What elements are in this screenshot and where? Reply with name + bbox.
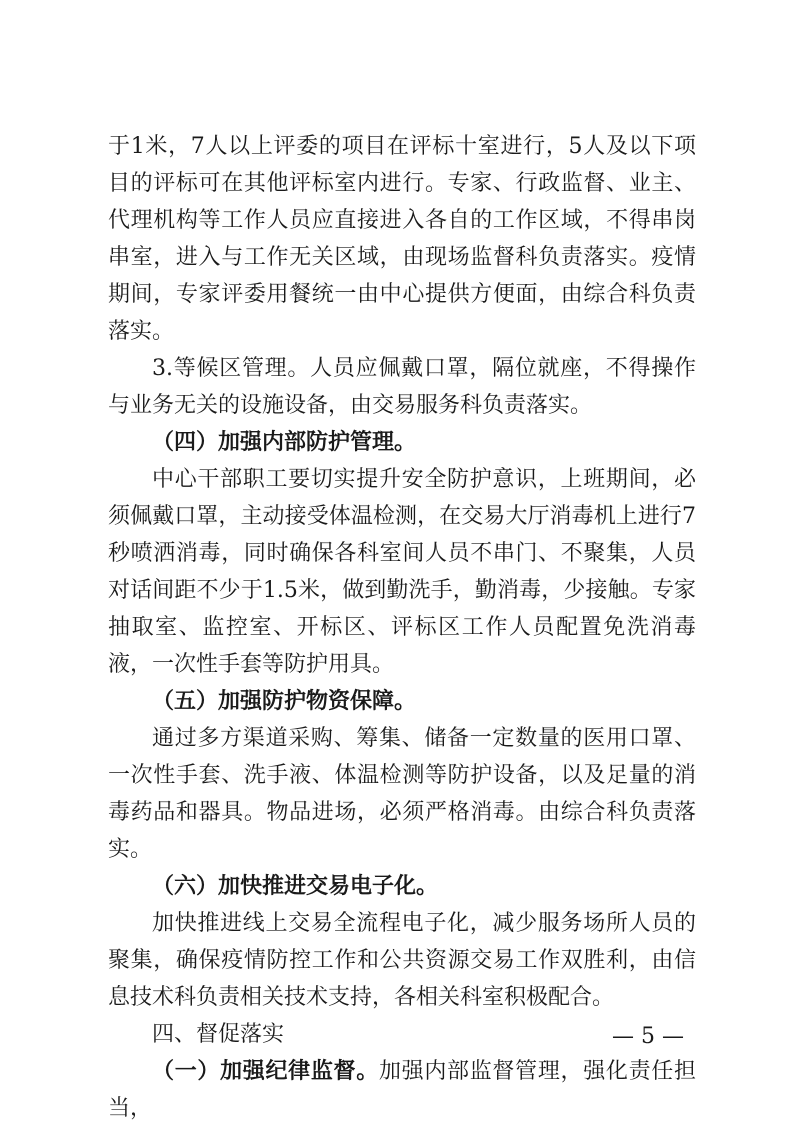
discipline-heading: （一）加强纪律监督。	[152, 1058, 379, 1084]
section-heading-supervision: 四、督促落实	[152, 1022, 285, 1047]
paragraph-electronic-trading: 加快推进线上交易全流程电子化，减少服务场所人员的聚集，确保疫情防控工作和公共资源交易工作双胜利，由信息技术科负责相关技术支持，各相关科室积极配合。	[108, 911, 696, 1010]
paragraph-continuation: 于1米，7人以上评委的项目在评标十室进行，5人及以下项目的评标可在其他评标室内进行。专家、行政监督、业主、代理机构等工作人员应直接进入各自的工作区域，不得串岗串室，进入与工作无关区域，由现场监督科负责落实。疫情期间，专家评委用餐统一由中心提供方便面，由综合科负责落实。	[108, 134, 696, 344]
paragraph-discipline	[108, 1053, 696, 1127]
paragraph-waiting-area: 3.等候区管理。人员应佩戴口罩，隔位就座，不得操作与业务无关的设施设备，由交易服务科负责落实。	[108, 356, 696, 418]
paragraph-internal-protection: 中心干部职工要切实提升安全防护意识，上班期间，必须佩戴口罩，主动接受体温检测，在交易大厅消毒机上进行7秒喷洒消毒，同时确保各科室间人员不串门、不聚集，人员对话间距不少于1.5米，做到勤洗手，勤消毒，少接触。专家抽取室、监控室、开标区、评标区工作人员配置免洗消毒液，一次性手套等防护用具。	[108, 467, 696, 677]
discipline-text: 加强内部监督管理，强化责任担当，	[108, 1059, 696, 1121]
document-body	[108, 128, 696, 1127]
heading-internal-protection: （四）加强内部防护管理。	[152, 429, 417, 455]
heading-supplies: （五）加强防护物资保障。	[152, 688, 417, 714]
heading-electronic-trading: （六）加快推进交易电子化。	[152, 873, 439, 899]
paragraph-supplies: 通过多方渠道采购、筹集、储备一定数量的医用口罩、一次性手套、洗手液、体温检测等防护设备，以及足量的消毒药品和器具。物品进场，必须严格消毒。由综合科负责落实。	[108, 726, 696, 862]
page-number: — 5 —	[612, 1024, 684, 1049]
